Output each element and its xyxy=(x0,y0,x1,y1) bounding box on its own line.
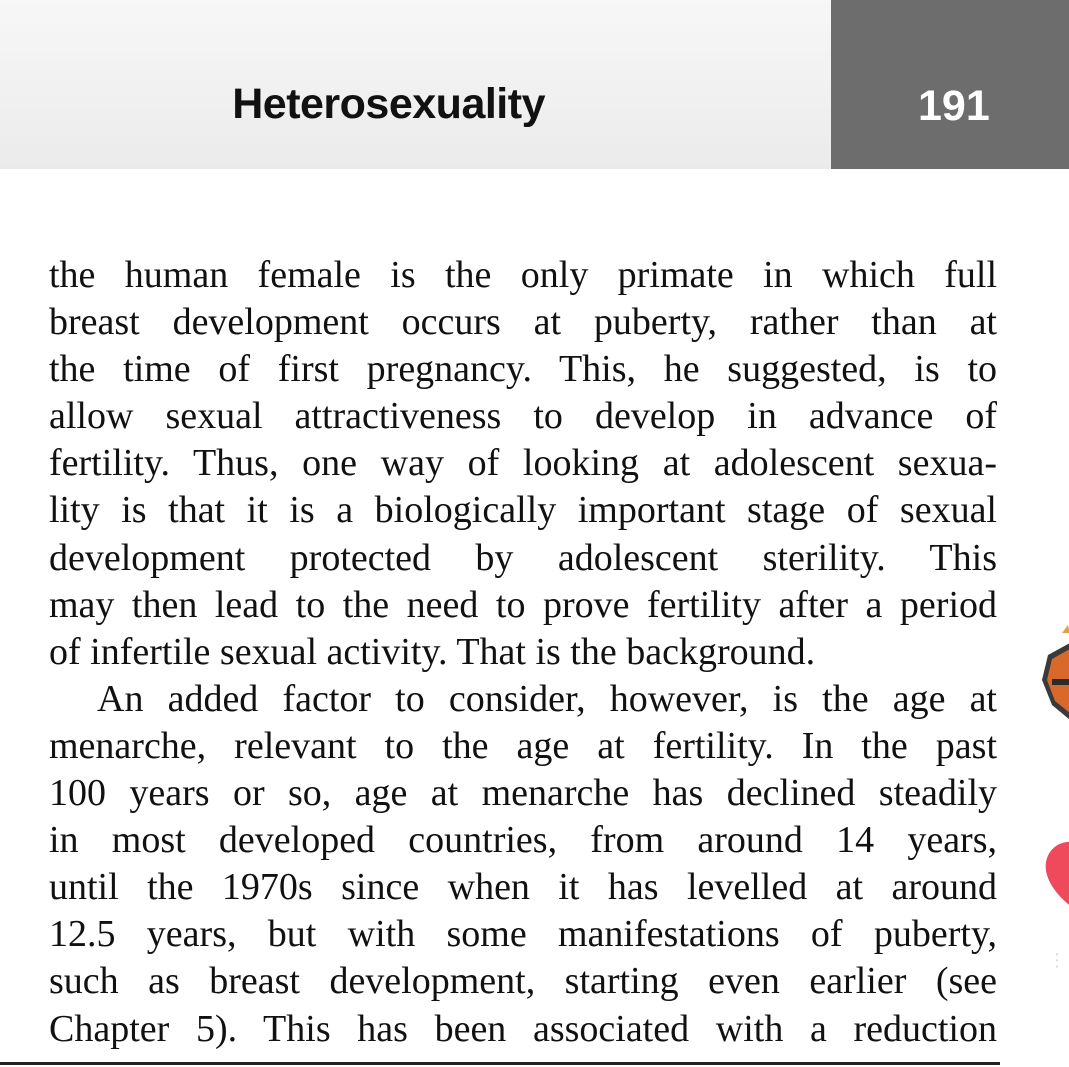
text-line: 100 years or so, age at menarche has declined steadily xyxy=(49,772,997,815)
text-line: such as breast development, starting even earlier (see xyxy=(49,960,997,1003)
page-number-box xyxy=(831,0,1069,169)
shield-badge-icon[interactable] xyxy=(1040,625,1069,725)
running-header xyxy=(0,0,831,169)
text-line: of infertile sexual activity. That is the background. xyxy=(49,630,816,673)
text-line: allow sexual attractiveness to develop in advance of xyxy=(49,395,997,438)
faded-overlay-mark: ⋮ xyxy=(1048,950,1066,971)
paragraph-start-line: An added factor to consider, however, is the age at xyxy=(97,677,997,720)
text-line: fertility. Thus, one way of looking at adolescent sexua- xyxy=(49,442,997,485)
text-line: the human female is the only primate in which full xyxy=(49,254,997,296)
text-line: Chapter 5). This has been associated with a reduction xyxy=(49,1007,997,1050)
text-line: breast development occurs at puberty, rather than at xyxy=(49,301,997,344)
text-line: 12.5 years, but with some manifestations of puberty, xyxy=(49,913,997,956)
page-number: 191 xyxy=(918,82,990,130)
body-text xyxy=(49,252,997,1053)
text-line: the time of first pregnancy. This, he suggested, is to xyxy=(49,348,997,391)
text-line: development protected by adolescent sterility. This xyxy=(49,536,997,579)
text-line: until the 1970s since when it has levelled at around xyxy=(49,866,997,909)
heart-icon[interactable] xyxy=(1028,832,1069,922)
text-line: lity is that it is a biologically important stage of sexual xyxy=(49,489,997,532)
text-line: in most developed countries, from around 14 years, xyxy=(49,819,997,862)
bottom-rule xyxy=(0,1062,1000,1065)
text-line: may then lead to the need to prove fertility after a period xyxy=(49,583,997,626)
running-title: Heterosexuality xyxy=(232,80,545,128)
text-line: menarche, relevant to the age at fertility. In the past xyxy=(49,724,997,767)
